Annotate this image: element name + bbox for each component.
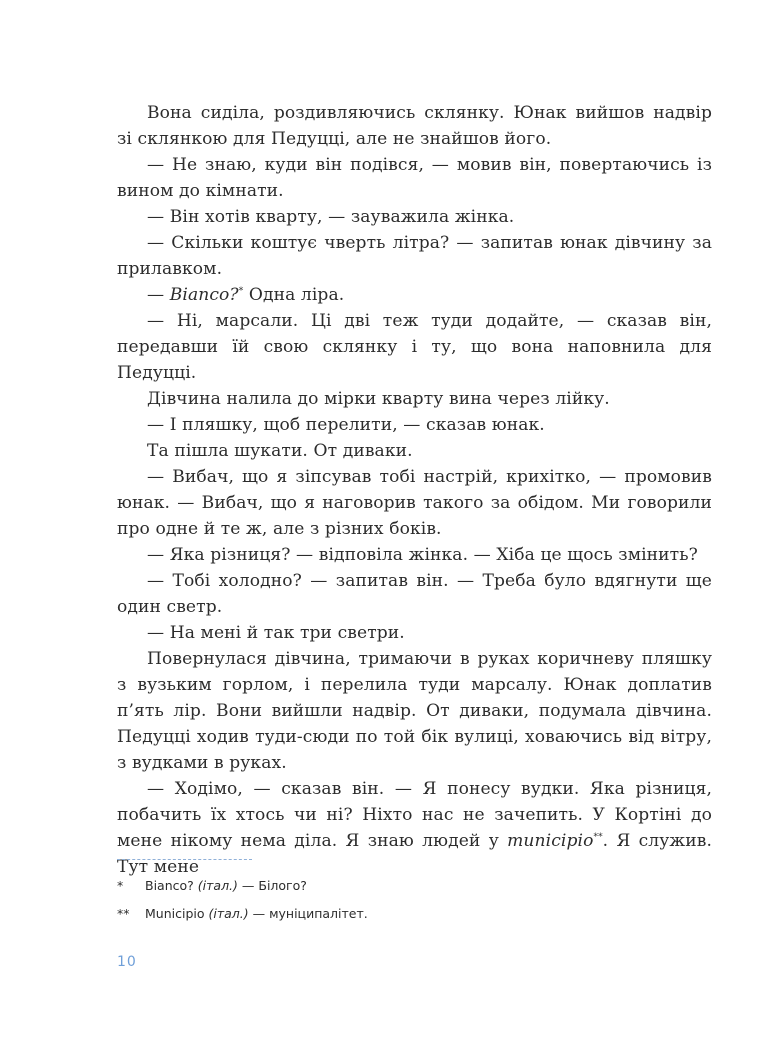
body-text (117, 100, 712, 880)
paragraph-1: Вона сиділа, роздивляючись склянку. Юнак вийшов надвір зі склянкою для Педуцці, але не знайшов його. (117, 103, 712, 149)
footnote-text (145, 872, 307, 900)
footnote-translation: — муніципалітет. (248, 906, 368, 921)
footnote-language: (італ.) (197, 878, 238, 893)
footnote-term: Bianco? (145, 878, 194, 893)
footnotes (117, 872, 712, 928)
footnote-divider (117, 859, 252, 860)
footnote-1 (117, 872, 712, 900)
paragraph-12: — Тобі холодно? — запитав він. — Треба було вдягнути ще один светр. (117, 571, 712, 617)
footnote-2 (117, 900, 712, 928)
paragraph-15-after: . Я служив. Тут мене (117, 831, 713, 877)
paragraph-5-before: — (147, 285, 170, 305)
footnote-ref-1: * (238, 286, 244, 297)
page-number: 10 (117, 954, 137, 970)
paragraph-8: — І пляшку, щоб перелити, — сказав юнак. (147, 415, 545, 435)
paragraph-5-italic: Bianco? (169, 285, 239, 305)
footnote-text (145, 900, 368, 928)
paragraph-11: — Яка різниця? — відповіла жінка. — Хіба це щось змінить? (147, 545, 698, 565)
paragraph-10: — Вибач, що я зіпсував тобі настрій, крихітко, — промовив юнак. — Вибач, що я наговорив такого за обідом. Ми говорили про одне й те ж, але з різних боків. (117, 467, 712, 539)
paragraph-15-before: — Ходімо, — сказав він. — Я понесу вудки. Яка різниця, побачить їх хтось чи ні? Ніхто нас не зачепить. У Кортіні до мене нікому нема діла. Я знаю людей у (117, 779, 712, 851)
footnote-term: Municipio (145, 906, 205, 921)
footnote-ref-2: ** (593, 832, 603, 843)
paragraph-5 (117, 282, 712, 308)
footnote-symbol: ** (117, 906, 130, 921)
paragraph-14: Повернулася дівчина, тримаючи в руках коричневу пляшку з вузьким горлом, і перелила туди марсалу. Юнак доплатив п’ять лір. Вони вийшли надвір. От диваки, подумала дівчина. Педуцці ходив туди-сюди по той бік вулиці, ховаючись від вітру, з вудками в руках. (117, 649, 712, 773)
footnote-language: (італ.) (208, 906, 249, 921)
paragraph-15-italic: municipio (507, 831, 594, 851)
footnote-symbol: * (117, 878, 124, 893)
paragraph-15 (117, 776, 712, 880)
paragraph-13: — На мені й так три светри. (147, 623, 405, 643)
paragraph-4: — Скільки коштує чверть літра? — запитав юнак дівчину за прилавком. (117, 233, 712, 279)
paragraph-5-after: Одна ліра. (243, 285, 345, 305)
footnote-translation: — Білого? (237, 878, 307, 893)
paragraph-7: Дівчина налила до мірки кварту вина через лійку. (147, 389, 610, 409)
paragraph-2: — Не знаю, куди він подівся, — мовив він, повертаючись із вином до кімнати. (117, 155, 712, 201)
paragraph-3: — Він хотів кварту, — зауважила жінка. (147, 207, 515, 227)
paragraph-9: Та пішла шукати. От диваки. (147, 441, 413, 461)
paragraph-6: — Ні, марсали. Ці дві теж туди додайте, — сказав він, передавши їй свою склянку і ту, що вона наповнила для Педуцці. (117, 311, 712, 383)
